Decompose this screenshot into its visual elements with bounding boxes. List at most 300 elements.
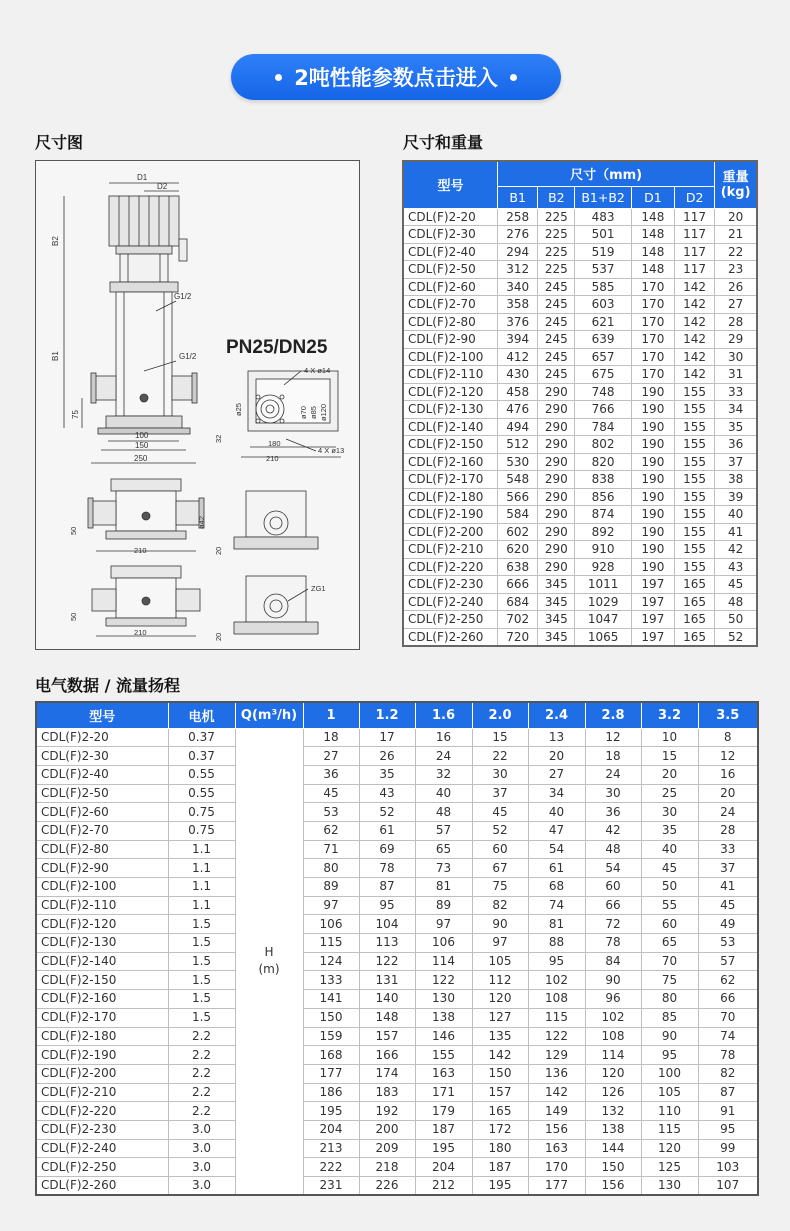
- value-cell: 26: [715, 278, 757, 296]
- value-cell: 537: [575, 261, 631, 279]
- value-cell: 838: [575, 471, 631, 489]
- head-cell: 17: [359, 728, 415, 747]
- value-cell: 20: [715, 208, 757, 226]
- motor-cell: 1.5: [168, 934, 235, 953]
- label-50-upper: 50: [69, 526, 78, 535]
- head-cell: 136: [528, 1064, 585, 1083]
- dims-drawing-title: 尺寸图: [35, 133, 84, 152]
- value-cell: 165: [675, 628, 715, 646]
- head-cell: 20: [528, 747, 585, 766]
- value-cell: 276: [498, 226, 538, 244]
- head-cell: 40: [415, 784, 472, 803]
- header-weight: 重量 (kg): [715, 161, 757, 208]
- value-cell: 1047: [575, 611, 631, 629]
- header-flow-1-2: 1.2: [359, 702, 415, 728]
- motor-cell: 1.1: [168, 840, 235, 859]
- head-cell: 53: [698, 934, 758, 953]
- value-cell: 190: [631, 506, 674, 524]
- value-cell: 170: [631, 296, 674, 314]
- head-cell: 20: [641, 765, 698, 784]
- value-cell: 603: [575, 296, 631, 314]
- value-cell: 43: [715, 558, 757, 576]
- value-cell: 190: [631, 436, 674, 454]
- value-cell: 548: [498, 471, 538, 489]
- table-row: [403, 383, 757, 401]
- head-cell: 60: [641, 915, 698, 934]
- value-cell: 290: [538, 436, 575, 454]
- table-row: [36, 952, 758, 971]
- head-cell: 179: [415, 1102, 472, 1121]
- value-cell: 190: [631, 541, 674, 559]
- model-cell: CDL(F)2-70: [403, 296, 498, 314]
- motor-cell: 2.2: [168, 1027, 235, 1046]
- head-cell: 62: [698, 971, 758, 990]
- value-cell: 155: [675, 558, 715, 576]
- head-cell: 82: [698, 1064, 758, 1083]
- header-b1b2: B1+B2: [575, 186, 631, 208]
- head-cell: 8: [698, 728, 758, 747]
- value-cell: 170: [631, 313, 674, 331]
- head-cell: 148: [359, 1008, 415, 1027]
- table-row: [36, 990, 758, 1009]
- table-row: [36, 878, 758, 897]
- head-cell: 82: [472, 896, 528, 915]
- table-row: [36, 1064, 758, 1083]
- head-cell: 34: [528, 784, 585, 803]
- head-cell: 12: [698, 747, 758, 766]
- table-row: [403, 418, 757, 436]
- head-cell: 57: [415, 821, 472, 840]
- value-cell: 190: [631, 558, 674, 576]
- value-cell: 910: [575, 541, 631, 559]
- label-100: 100: [135, 431, 149, 440]
- value-cell: 22: [715, 243, 757, 261]
- model-cell: CDL(F)2-40: [403, 243, 498, 261]
- table-row: [403, 541, 757, 559]
- motor-cell: 1.1: [168, 896, 235, 915]
- value-cell: 190: [631, 401, 674, 419]
- head-cell: 36: [303, 765, 359, 784]
- value-cell: 638: [498, 558, 538, 576]
- value-cell: 294: [498, 243, 538, 261]
- model-cell: CDL(F)2-70: [36, 821, 168, 840]
- head-cell: 115: [528, 1008, 585, 1027]
- head-cell: 102: [528, 971, 585, 990]
- table-row: [403, 453, 757, 471]
- table-row: [403, 488, 757, 506]
- value-cell: 165: [675, 593, 715, 611]
- head-cell: 99: [698, 1139, 758, 1158]
- head-cell: 40: [528, 803, 585, 822]
- value-cell: 155: [675, 541, 715, 559]
- table-row: [36, 1027, 758, 1046]
- model-cell: CDL(F)2-60: [36, 803, 168, 822]
- value-cell: 142: [675, 331, 715, 349]
- model-cell: CDL(F)2-20: [36, 728, 168, 747]
- head-cell: 131: [359, 971, 415, 990]
- header-motor: 电机: [168, 702, 235, 728]
- head-cell: 105: [641, 1083, 698, 1102]
- head-cell: 166: [359, 1046, 415, 1065]
- model-cell: CDL(F)2-140: [36, 952, 168, 971]
- value-cell: 155: [675, 488, 715, 506]
- model-cell: CDL(F)2-30: [36, 747, 168, 766]
- motor-cell: 1.5: [168, 990, 235, 1009]
- head-cell: 71: [303, 840, 359, 859]
- model-cell: CDL(F)2-240: [36, 1139, 168, 1158]
- table-row: [403, 401, 757, 419]
- value-cell: 197: [631, 576, 674, 594]
- model-cell: CDL(F)2-50: [36, 784, 168, 803]
- head-cell: 127: [472, 1008, 528, 1027]
- value-cell: 290: [538, 418, 575, 436]
- value-cell: 225: [538, 243, 575, 261]
- head-cell: 108: [585, 1027, 641, 1046]
- head-cell: 183: [359, 1083, 415, 1102]
- model-cell: CDL(F)2-170: [403, 471, 498, 489]
- value-cell: 290: [538, 558, 575, 576]
- head-cell: 45: [303, 784, 359, 803]
- head-cell: 180: [472, 1139, 528, 1158]
- label-g12-top: G1/2: [174, 292, 192, 301]
- head-cell: 47: [528, 821, 585, 840]
- head-cell: 105: [472, 952, 528, 971]
- table-row: [36, 934, 758, 953]
- head-cell: 200: [359, 1120, 415, 1139]
- head-cell: 150: [585, 1158, 641, 1177]
- value-cell: 345: [538, 628, 575, 646]
- table-row: [403, 243, 757, 261]
- head-cell: 53: [303, 803, 359, 822]
- head-cell: 16: [415, 728, 472, 747]
- value-cell: 50: [715, 611, 757, 629]
- head-cell: 100: [641, 1064, 698, 1083]
- motor-cell: 0.75: [168, 821, 235, 840]
- head-cell: 27: [303, 747, 359, 766]
- value-cell: 290: [538, 401, 575, 419]
- value-cell: 155: [675, 383, 715, 401]
- label-20-lower: 20: [214, 632, 223, 641]
- motor-cell: 0.37: [168, 747, 235, 766]
- motor-cell: 3.0: [168, 1120, 235, 1139]
- head-cell: 122: [528, 1027, 585, 1046]
- head-cell: 10: [641, 728, 698, 747]
- head-cell: 35: [359, 765, 415, 784]
- value-cell: 142: [675, 348, 715, 366]
- value-cell: 117: [675, 261, 715, 279]
- head-cell: 126: [585, 1083, 641, 1102]
- head-cell: 65: [641, 934, 698, 953]
- head-cell: 12: [585, 728, 641, 747]
- value-cell: 892: [575, 523, 631, 541]
- value-cell: 155: [675, 523, 715, 541]
- head-cell: 163: [415, 1064, 472, 1083]
- value-cell: 584: [498, 506, 538, 524]
- model-cell: CDL(F)2-130: [403, 401, 498, 419]
- motor-cell: 2.2: [168, 1046, 235, 1065]
- head-cell: 140: [359, 990, 415, 1009]
- head-cell: 95: [641, 1046, 698, 1065]
- value-cell: 290: [538, 506, 575, 524]
- head-cell: 15: [472, 728, 528, 747]
- head-cell: 84: [585, 952, 641, 971]
- head-cell: 213: [303, 1139, 359, 1158]
- table-row: [403, 261, 757, 279]
- dims-weight-title: 尺寸和重量: [403, 133, 484, 152]
- motor-cell: 1.5: [168, 915, 235, 934]
- value-cell: 802: [575, 436, 631, 454]
- model-cell: CDL(F)2-250: [403, 611, 498, 629]
- model-cell: CDL(F)2-230: [403, 576, 498, 594]
- head-cell: 89: [415, 896, 472, 915]
- table-row: [403, 593, 757, 611]
- head-cell: 26: [359, 747, 415, 766]
- motor-cell: 2.2: [168, 1083, 235, 1102]
- model-cell: CDL(F)2-150: [36, 971, 168, 990]
- value-cell: 245: [538, 331, 575, 349]
- header-model: 型号: [403, 161, 498, 208]
- value-cell: 29: [715, 331, 757, 349]
- head-cell: 25: [641, 784, 698, 803]
- table-row: [403, 208, 757, 226]
- dimension-drawing: [35, 160, 360, 650]
- table-row: [36, 728, 758, 747]
- value-cell: 766: [575, 401, 631, 419]
- head-cell: 130: [641, 1177, 698, 1196]
- head-cell: 87: [698, 1083, 758, 1102]
- head-cell: 132: [585, 1102, 641, 1121]
- value-cell: 37: [715, 453, 757, 471]
- head-cell: 30: [585, 784, 641, 803]
- value-cell: 190: [631, 453, 674, 471]
- table-row: [403, 628, 757, 646]
- header-flow-3-5: 3.5: [698, 702, 758, 728]
- head-cell: 33: [698, 840, 758, 859]
- performance-params-button[interactable]: [231, 54, 561, 100]
- value-cell: 148: [631, 261, 674, 279]
- head-cell: 54: [528, 840, 585, 859]
- head-cell: 142: [472, 1046, 528, 1065]
- head-cell: 87: [359, 878, 415, 897]
- label-32: 32: [214, 434, 223, 443]
- value-cell: 684: [498, 593, 538, 611]
- head-cell: 110: [641, 1102, 698, 1121]
- value-cell: 155: [675, 436, 715, 454]
- bullet-left-icon: [275, 74, 282, 81]
- value-cell: 225: [538, 226, 575, 244]
- label-d70: ø70: [299, 406, 308, 419]
- head-cell: 72: [585, 915, 641, 934]
- table-row: [36, 821, 758, 840]
- header-flow-2-0: 2.0: [472, 702, 528, 728]
- head-cell: 75: [641, 971, 698, 990]
- table-row: [403, 471, 757, 489]
- head-cell: 48: [415, 803, 472, 822]
- value-cell: 190: [631, 523, 674, 541]
- model-cell: CDL(F)2-120: [403, 383, 498, 401]
- head-cell: 218: [359, 1158, 415, 1177]
- value-cell: 155: [675, 418, 715, 436]
- value-cell: 494: [498, 418, 538, 436]
- value-cell: 290: [538, 383, 575, 401]
- value-cell: 566: [498, 488, 538, 506]
- head-cell: 195: [472, 1177, 528, 1196]
- table-row: [403, 523, 757, 541]
- head-cell: 133: [303, 971, 359, 990]
- head-cell: 35: [641, 821, 698, 840]
- model-cell: CDL(F)2-110: [36, 896, 168, 915]
- table-row: [403, 436, 757, 454]
- value-cell: 639: [575, 331, 631, 349]
- head-cell: 90: [585, 971, 641, 990]
- value-cell: 170: [631, 331, 674, 349]
- head-cell: 57: [698, 952, 758, 971]
- model-cell: CDL(F)2-230: [36, 1120, 168, 1139]
- model-cell: CDL(F)2-90: [403, 331, 498, 349]
- value-cell: 197: [631, 593, 674, 611]
- value-cell: 412: [498, 348, 538, 366]
- table-row: [36, 896, 758, 915]
- value-cell: 376: [498, 313, 538, 331]
- value-cell: 31: [715, 366, 757, 384]
- head-cell: 112: [472, 971, 528, 990]
- value-cell: 155: [675, 453, 715, 471]
- head-cell: 80: [641, 990, 698, 1009]
- table-row: [36, 1083, 758, 1102]
- label-d120: ø120: [319, 403, 328, 421]
- head-cell: 107: [698, 1177, 758, 1196]
- head-cell: 120: [641, 1139, 698, 1158]
- head-cell: 66: [585, 896, 641, 915]
- model-cell: CDL(F)2-50: [403, 261, 498, 279]
- header-size: 尺寸（mm): [498, 161, 715, 186]
- head-cell: 204: [415, 1158, 472, 1177]
- motor-cell: 1.5: [168, 1008, 235, 1027]
- model-cell: CDL(F)2-170: [36, 1008, 168, 1027]
- head-cell: 222: [303, 1158, 359, 1177]
- head-cell: 15: [641, 747, 698, 766]
- table-row: [36, 1046, 758, 1065]
- value-cell: 512: [498, 436, 538, 454]
- value-cell: 675: [575, 366, 631, 384]
- head-cell: 144: [585, 1139, 641, 1158]
- label-150: 150: [135, 441, 149, 450]
- value-cell: 748: [575, 383, 631, 401]
- head-cell: 24: [698, 803, 758, 822]
- head-cell: 75: [472, 878, 528, 897]
- head-cell: 30: [472, 765, 528, 784]
- head-cell: 68: [528, 878, 585, 897]
- motor-cell: 0.37: [168, 728, 235, 747]
- header-b1: B1: [498, 186, 538, 208]
- value-cell: 585: [575, 278, 631, 296]
- model-cell: CDL(F)2-210: [36, 1083, 168, 1102]
- head-cell: 96: [585, 990, 641, 1009]
- table-row: [403, 506, 757, 524]
- model-cell: CDL(F)2-100: [36, 878, 168, 897]
- head-cell: 78: [359, 859, 415, 878]
- value-cell: 345: [538, 611, 575, 629]
- label-d42: ø42: [197, 516, 206, 529]
- head-cell: 177: [528, 1177, 585, 1196]
- head-cell: 97: [472, 934, 528, 953]
- value-cell: 657: [575, 348, 631, 366]
- head-cell: 16: [698, 765, 758, 784]
- head-cell: 55: [641, 896, 698, 915]
- table-row: [403, 313, 757, 331]
- label-zg1: ZG1: [311, 584, 326, 593]
- label-210-upper: 210: [134, 546, 147, 555]
- head-cell: 106: [303, 915, 359, 934]
- value-cell: 155: [675, 401, 715, 419]
- head-cell: 192: [359, 1102, 415, 1121]
- head-cell: 69: [359, 840, 415, 859]
- head-cell: 120: [472, 990, 528, 1009]
- header-model: 型号: [36, 702, 168, 728]
- motor-cell: 1.5: [168, 952, 235, 971]
- head-cell: 27: [528, 765, 585, 784]
- dimension-weight-table: [402, 160, 758, 647]
- head-cell: 40: [641, 840, 698, 859]
- header-d2: D2: [675, 186, 715, 208]
- head-cell: 90: [472, 915, 528, 934]
- motor-cell: 1.1: [168, 859, 235, 878]
- value-cell: 784: [575, 418, 631, 436]
- value-cell: 23: [715, 261, 757, 279]
- pn-label: PN25/DN25: [226, 337, 328, 358]
- value-cell: 155: [675, 471, 715, 489]
- model-cell: CDL(F)2-160: [36, 990, 168, 1009]
- bullet-right-icon: [510, 74, 517, 81]
- value-cell: 28: [715, 313, 757, 331]
- value-cell: 430: [498, 366, 538, 384]
- head-cell: 45: [641, 859, 698, 878]
- head-cell: 124: [303, 952, 359, 971]
- table-row: [403, 348, 757, 366]
- head-cell: 70: [641, 952, 698, 971]
- table-row: [403, 296, 757, 314]
- label-b2: B2: [51, 236, 60, 246]
- value-cell: 458: [498, 383, 538, 401]
- value-cell: 148: [631, 208, 674, 226]
- table-row: [36, 859, 758, 878]
- head-cell: 78: [698, 1046, 758, 1065]
- label-50-lower: 50: [69, 612, 78, 621]
- head-cell: 54: [585, 859, 641, 878]
- head-cell: 157: [359, 1027, 415, 1046]
- head-cell: 32: [415, 765, 472, 784]
- value-cell: 358: [498, 296, 538, 314]
- head-cell: 168: [303, 1046, 359, 1065]
- value-cell: 621: [575, 313, 631, 331]
- value-cell: 197: [631, 611, 674, 629]
- value-cell: 602: [498, 523, 538, 541]
- value-cell: 290: [538, 471, 575, 489]
- table-row: [36, 840, 758, 859]
- head-cell: 60: [472, 840, 528, 859]
- head-cell: 195: [415, 1139, 472, 1158]
- header-b2: B2: [538, 186, 575, 208]
- model-cell: CDL(F)2-130: [36, 934, 168, 953]
- value-cell: 117: [675, 208, 715, 226]
- label-210: 210: [266, 454, 279, 463]
- value-cell: 190: [631, 383, 674, 401]
- head-cell: 20: [698, 784, 758, 803]
- model-cell: CDL(F)2-180: [403, 488, 498, 506]
- head-cell: 45: [698, 896, 758, 915]
- head-cell: 155: [415, 1046, 472, 1065]
- motor-cell: 0.75: [168, 803, 235, 822]
